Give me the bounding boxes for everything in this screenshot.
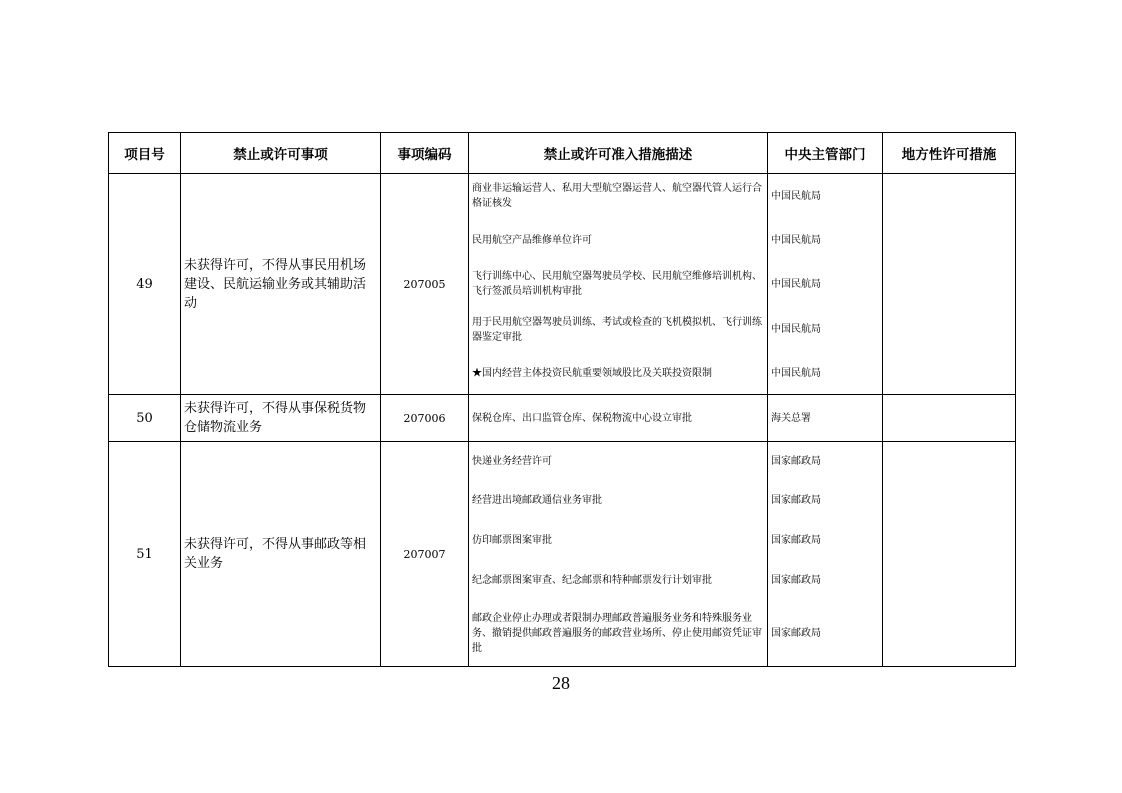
department-name: 中国民航局 bbox=[771, 324, 821, 335]
row-code: 207007 bbox=[381, 442, 469, 667]
row-number: 50 bbox=[109, 395, 181, 442]
measure-descriptions bbox=[469, 442, 768, 667]
measure-description: ★国内经营主体投资民航重要领域股比及关联投资限制 bbox=[472, 368, 712, 379]
measure-description: 快递业务经营许可 bbox=[472, 455, 552, 467]
market-access-table bbox=[108, 132, 1016, 667]
measure-description: 邮政企业停止办理或者限制办理邮政普遍服务业务和特殊服务业务、撤销提供邮政普遍服务的邮政营业场所、停止使用邮资凭证审批 bbox=[472, 612, 762, 654]
table-header-row bbox=[109, 133, 1016, 174]
measure-departments bbox=[768, 174, 883, 395]
row-item: 未获得许可，不得从事邮政等相关业务 bbox=[181, 442, 381, 667]
local-measure bbox=[883, 442, 1016, 667]
row-item: 未获得许可，不得从事保税货物仓储物流业务 bbox=[181, 395, 381, 442]
header-central-department: 中央主管部门 bbox=[768, 133, 883, 174]
row-item: 未获得许可，不得从事民用机场建设、民航运输业务或其辅助活动 bbox=[181, 174, 381, 395]
measure-description: 用于民用航空器驾驶员训练、考试或检查的飞机模拟机、飞行训练器鉴定审批 bbox=[472, 316, 762, 343]
header-measure-description: 禁止或许可准入措施描述 bbox=[469, 133, 768, 174]
local-measure bbox=[883, 174, 1016, 395]
measure-description: 仿印邮票图案审批 bbox=[472, 534, 552, 546]
department-name: 中国民航局 bbox=[771, 368, 821, 379]
measure-description: 飞行训练中心、民用航空器驾驶员学校、民用航空维修培训机构、飞行签派员培训机构审批 bbox=[472, 271, 762, 297]
department-name: 国家邮政局 bbox=[771, 494, 821, 506]
table-row-51 bbox=[109, 442, 1016, 667]
department-name: 中国民航局 bbox=[771, 278, 821, 290]
measure-description: 民用航空产品维修单位许可 bbox=[472, 234, 592, 246]
department-name: 国家邮政局 bbox=[771, 574, 821, 586]
header-item-name: 禁止或许可事项 bbox=[181, 133, 381, 174]
measure-descriptions bbox=[469, 395, 768, 442]
measure-departments bbox=[768, 395, 883, 442]
measure-descriptions bbox=[469, 174, 768, 395]
department-name: 国家邮政局 bbox=[771, 455, 821, 467]
measure-description: 保税仓库、出口监管仓库、保税物流中心设立审批 bbox=[472, 412, 692, 424]
measure-description: 商业非运输运营人、私用大型航空器运营人、航空器代管人运行合格证核发 bbox=[472, 183, 762, 209]
table-row-50 bbox=[109, 395, 1016, 442]
department-name: 海关总署 bbox=[771, 412, 811, 424]
row-number: 49 bbox=[109, 174, 181, 395]
header-item-number: 项目号 bbox=[109, 133, 181, 174]
header-item-code: 事项编码 bbox=[381, 133, 469, 174]
department-name: 国家邮政局 bbox=[771, 534, 821, 546]
row-code: 207005 bbox=[381, 174, 469, 395]
measure-description: 纪念邮票图案审查、纪念邮票和特种邮票发行计划审批 bbox=[472, 574, 712, 586]
department-name: 中国民航局 bbox=[771, 234, 821, 246]
page-number: 28 bbox=[552, 673, 570, 693]
measure-description: 经营进出境邮政通信业务审批 bbox=[472, 494, 602, 506]
header-local-measure: 地方性许可措施 bbox=[883, 133, 1016, 174]
department-name: 中国民航局 bbox=[771, 190, 821, 202]
row-code: 207006 bbox=[381, 395, 469, 442]
row-number: 51 bbox=[109, 442, 181, 667]
table-row-49 bbox=[109, 174, 1016, 395]
local-measure bbox=[883, 395, 1016, 442]
department-name: 国家邮政局 bbox=[771, 627, 821, 639]
measure-departments bbox=[768, 442, 883, 667]
